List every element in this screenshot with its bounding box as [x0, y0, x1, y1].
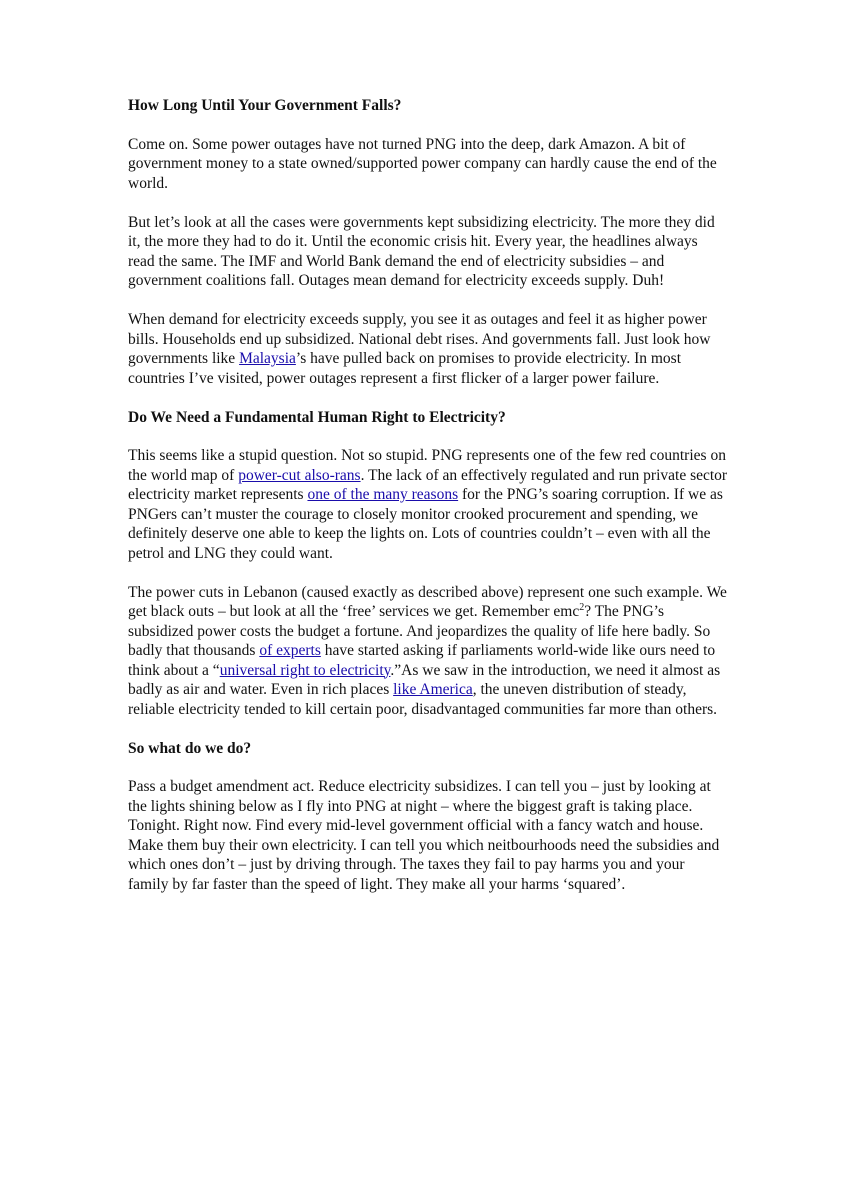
text-span: have started asking if parliaments world-wide like ours need to think about a “ — [128, 642, 716, 679]
text-span: ? The PNG’s subsidized power costs the budget a fortune. And jeopardizes the quality of life here badly. So badly that thousands — [128, 603, 711, 659]
text-span: When demand for electricity exceeds supply, you see it as outages and feel it as higher power bills. Households end up subsidized. National debt rises. And governments fall. Just look how governments like — [128, 311, 711, 367]
link-of-experts[interactable]: of experts — [259, 642, 321, 659]
text-span: , the uneven distribution of steady, reliable electricity tended to kill certain poor, disadvantaged communities far more than others. — [128, 681, 718, 718]
superscript: 2 — [579, 601, 585, 613]
paragraph-stupid-question — [128, 446, 728, 563]
link-power-cut-also-rans[interactable]: power-cut also-rans — [238, 466, 361, 484]
text-span: .”As we saw in the introduction, we need it almost as badly as air and water. Even in rich places — [128, 661, 721, 698]
link-universal-right[interactable]: universal right to electricity — [219, 661, 391, 679]
text-span: The power cuts in Lebanon (caused exactly as described above) represent one such example. We get black outs – but look at all the ‘free’ services we get. Remember emc — [128, 583, 727, 620]
text-span: ’s have pulled back on promises to provide electricity. In most countries I’ve visited, power outages represent a first flicker of a larger power failure. — [128, 350, 681, 387]
document-page — [128, 96, 728, 914]
link-many-reasons[interactable]: one of the many reasons — [307, 486, 459, 503]
link-malaysia[interactable]: Malaysia — [239, 350, 296, 367]
section-heading-human-right: Do We Need a Fundamental Human Right to Electricity? — [128, 408, 506, 426]
text-span: for the PNG’s soaring corruption. If we as PNGers can’t muster the courage to closely monitor crooked procurement and spending, we definitely deserve one able to keep the lights on. Lots of countries couldn’t – even with all the petrol and LNG they could want. — [128, 486, 723, 562]
paragraph-lebanon — [128, 583, 728, 720]
text-span: This seems like a stupid question. Not so stupid. PNG represents one of the few red countries on the world map of — [128, 447, 726, 484]
paragraph-budget-amendment: Pass a budget amendment act. Reduce electricity subsidizes. I can tell you – just by looking at the lights shining below as I fly into PNG at night – where the biggest graft is taking place. Tonight. Right now. Find every mid-level government official with a fancy watch and house. Make them buy their own electricity. I can tell you which neitbourhoods need the subsidies and which ones don’t – just by driving through. The taxes they fail to pay harms you and your family by far faster than the speed of light. They make all your harms ‘squared’. — [128, 778, 720, 893]
section-heading-what-do-we-do: So what do we do? — [128, 739, 252, 757]
link-like-america[interactable]: like America — [393, 681, 473, 698]
paragraph-power-outages: Come on. Some power outages have not turned PNG into the deep, dark Amazon. A bit of government money to a state owned/supported power company can hardly cause the end of the world. — [128, 135, 717, 192]
text-span: . The lack of an effectively regulated and run private sector electricity market represents — [128, 466, 728, 503]
section-heading-government-falls: How Long Until Your Government Falls? — [128, 97, 402, 114]
paragraph-demand-exceeds-supply — [128, 310, 728, 388]
paragraph-subsidizing-cases: But let’s look at all the cases were governments kept subsidizing electricity. The more they did it, the more they had to do it. Until the economic crisis hit. Every year, the headlines always read the same. The IMF and World Bank demand the end of electricity subsidies – and government coalitions fall. Outages mean demand for electricity exceeds supply. Duh! — [128, 213, 715, 289]
